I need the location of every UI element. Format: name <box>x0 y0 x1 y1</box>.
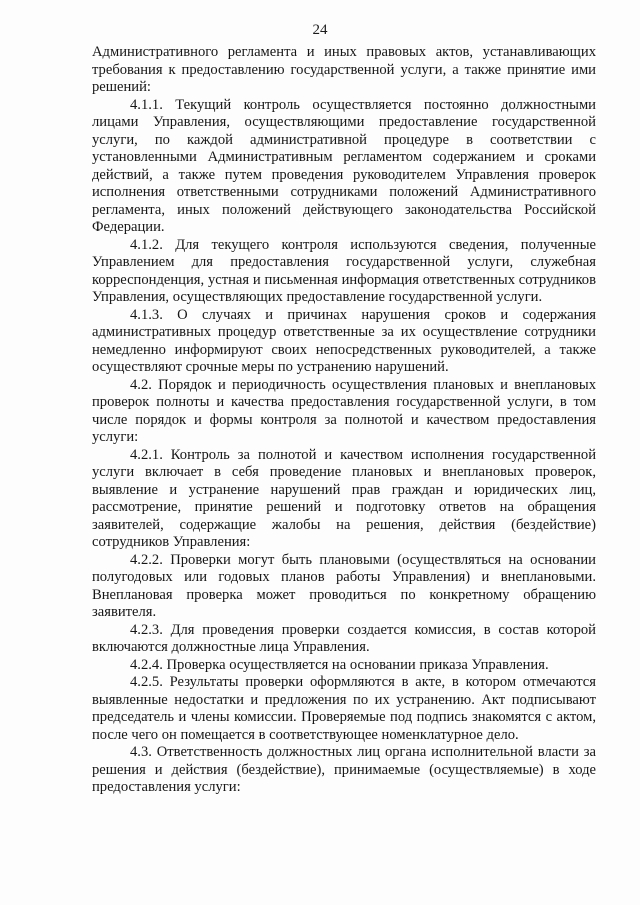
paragraph-continuation: Административного регламента и иных правовых актов, устанавливающих требования к предоставлению государственной услуги, а также принятие ими решений: <box>92 44 596 95</box>
paragraph-4-2: 4.2. Порядок и периодичность осуществления плановых и внеплановых проверок полноты и качества предоставления государственной услуги, в том числе порядок и формы контроля за полнотой и качеством предоставления услуги: <box>92 376 596 445</box>
paragraph-4-2-4: 4.2.4. Проверка осуществляется на основании приказа Управления. <box>130 656 549 673</box>
paragraph-4-1-3: 4.1.3. О случаях и причинах нарушения сроков и содержания административных процедур ответственные за их осуществление сотрудники немедленно информируют своих непосредственных руководителей, а также осуществляют срочные меры по устранению нарушений. <box>92 306 596 375</box>
paragraph-4-2-3: 4.2.3. Для проведения проверки создается комиссия, в состав которой включаются должностные лица Управления. <box>92 621 596 655</box>
paragraph-4-2-1: 4.2.1. Контроль за полнотой и качеством исполнения государственной услуги включает в себя проведение плановых и внеплановых проверок, выявление и устранение нарушений прав граждан и юридических лиц, рассмотрение, принятие решений и подготовку ответов на обращения заявителей, содержащие жалобы на решения, действия (бездействие) сотрудников Управления: <box>92 446 596 550</box>
paragraph-4-1-2: 4.1.2. Для текущего контроля используются сведения, полученные Управлением для предоставления государственной услуги, служебная корреспонденция, устная и письменная информация ответственных сотрудников Управления, осуществляющих предоставление государственной услуги. <box>92 236 596 305</box>
paragraph-4-1-1: 4.1.1. Текущий контроль осуществляется постоянно должностными лицами Управления, осуществляющими предоставление государственной услуги, по каждой административной процедуре в соответствии с установленными Административным регламентом содержанием и сроками действий, а также путем проведения руководителем Управления проверок исполнения ответственными сотрудниками положений Административного регламента, иных положений действующего законодательства Российской Федерации. <box>92 96 596 235</box>
paragraph-4-2-5: 4.2.5. Результаты проверки оформляются в акте, в котором отмечаются выявленные недостатки и предложения по их устранению. Акт подписывают председатель и члены комиссии. Проверяемые под подпись знакомятся с актом, после чего он помещается в соответствующее номенклатурное дело. <box>92 674 596 743</box>
paragraph-4-3: 4.3. Ответственность должностных лиц органа исполнительной власти за решения и действия (бездействие), принимаемые (осуществляемые) в ходе предоставления услуги: <box>92 744 596 795</box>
paragraph-4-2-2: 4.2.2. Проверки могут быть плановыми (осуществляться на основании полугодовых или годовых планов работы Управления) и внеплановыми. Внеплановая проверка может проводиться по конкретному обращению заявителя. <box>92 551 596 620</box>
page-number: 24 <box>312 22 328 38</box>
document-body <box>92 44 596 797</box>
